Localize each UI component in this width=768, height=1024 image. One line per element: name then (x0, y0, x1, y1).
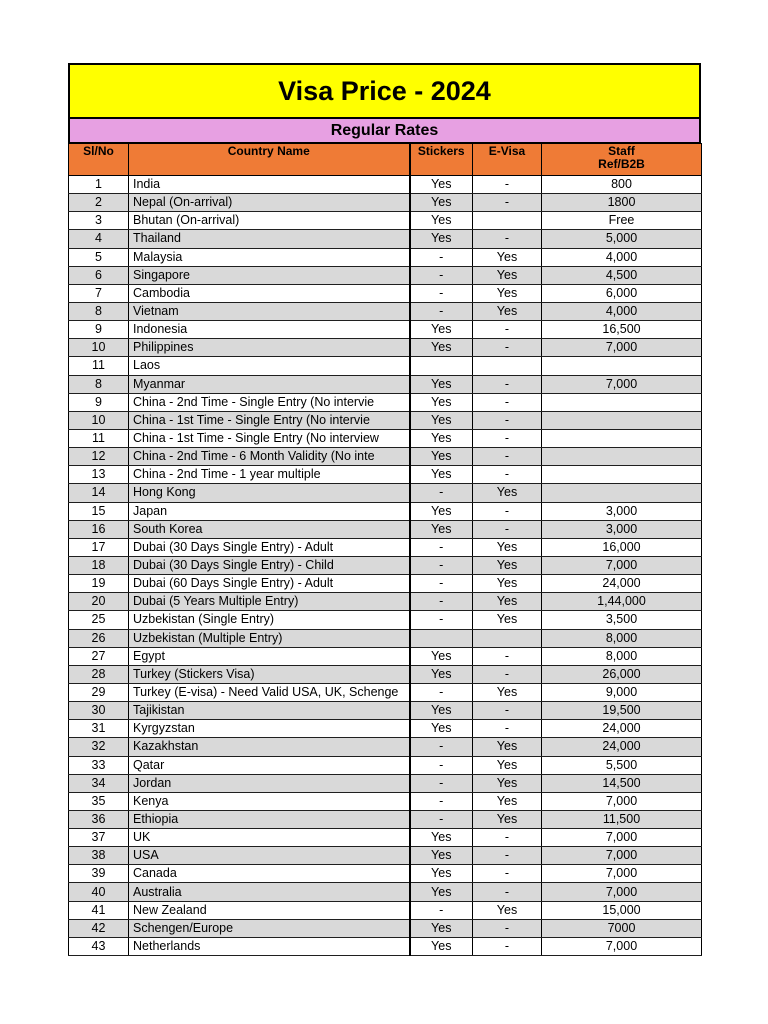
table-row (69, 502, 702, 520)
cell-sl-no: 20 (69, 593, 129, 611)
cell-country-name: Thailand (129, 230, 410, 248)
cell-country-name: Uzbekistan (Single Entry) (129, 611, 410, 629)
cell-country-name: China - 2nd Time - 1 year multiple (129, 466, 410, 484)
cell-sl-no: 9 (69, 321, 129, 339)
table-row (69, 647, 702, 665)
cell-stickers: Yes (410, 194, 473, 212)
cell-staff-price (542, 429, 702, 447)
cell-staff-price: 7,000 (542, 937, 702, 955)
cell-stickers: Yes (410, 520, 473, 538)
cell-country-name: Dubai (60 Days Single Entry) - Adult (129, 575, 410, 593)
cell-stickers: - (410, 611, 473, 629)
visa-price-sheet (68, 63, 701, 956)
sheet-title: Visa Price - 2024 (68, 63, 701, 119)
cell-stickers: - (410, 248, 473, 266)
cell-sl-no: 7 (69, 284, 129, 302)
cell-country-name: Philippines (129, 339, 410, 357)
cell-stickers: Yes (410, 230, 473, 248)
cell-country-name: Qatar (129, 756, 410, 774)
table-row (69, 629, 702, 647)
cell-evisa: - (473, 448, 542, 466)
cell-country-name: Malaysia (129, 248, 410, 266)
cell-staff-price: 9,000 (542, 683, 702, 701)
cell-country-name: Canada (129, 865, 410, 883)
cell-sl-no: 2 (69, 194, 129, 212)
cell-stickers: Yes (410, 647, 473, 665)
cell-staff-price: 14,500 (542, 774, 702, 792)
cell-stickers: - (410, 575, 473, 593)
table-row (69, 593, 702, 611)
cell-staff-price: 4,000 (542, 248, 702, 266)
cell-country-name: China - 1st Time - Single Entry (No intervie (129, 411, 410, 429)
cell-sl-no: 3 (69, 212, 129, 230)
cell-evisa: Yes (473, 810, 542, 828)
cell-evisa: - (473, 466, 542, 484)
cell-staff-price: 16,500 (542, 321, 702, 339)
cell-staff-price: 5,000 (542, 230, 702, 248)
cell-country-name: Australia (129, 883, 410, 901)
cell-evisa: Yes (473, 284, 542, 302)
cell-sl-no: 12 (69, 448, 129, 466)
cell-country-name: China - 2nd Time - Single Entry (No intervie (129, 393, 410, 411)
cell-stickers: Yes (410, 339, 473, 357)
cell-evisa: Yes (473, 248, 542, 266)
cell-sl-no: 5 (69, 248, 129, 266)
cell-evisa: - (473, 502, 542, 520)
sheet-subtitle: Regular Rates (68, 119, 701, 143)
cell-country-name: China - 2nd Time - 6 Month Validity (No inte (129, 448, 410, 466)
cell-staff-price: 19,500 (542, 702, 702, 720)
cell-staff-price: 3,000 (542, 520, 702, 538)
cell-evisa: - (473, 720, 542, 738)
cell-staff-price (542, 393, 702, 411)
cell-evisa: - (473, 321, 542, 339)
table-row (69, 829, 702, 847)
cell-sl-no: 28 (69, 665, 129, 683)
cell-staff-price: 1,44,000 (542, 593, 702, 611)
cell-stickers (410, 357, 473, 375)
cell-stickers: - (410, 901, 473, 919)
header-staff-ref (542, 144, 702, 176)
cell-country-name: Uzbekistan (Multiple Entry) (129, 629, 410, 647)
cell-sl-no: 34 (69, 774, 129, 792)
cell-stickers: Yes (410, 411, 473, 429)
cell-staff-price: 5,500 (542, 756, 702, 774)
cell-country-name: New Zealand (129, 901, 410, 919)
table-row (69, 883, 702, 901)
cell-staff-price: 24,000 (542, 738, 702, 756)
cell-country-name: Kenya (129, 792, 410, 810)
cell-sl-no: 14 (69, 484, 129, 502)
table-row (69, 520, 702, 538)
table-row (69, 357, 702, 375)
cell-evisa: - (473, 647, 542, 665)
cell-staff-price: 800 (542, 176, 702, 194)
cell-sl-no: 41 (69, 901, 129, 919)
cell-stickers: Yes (410, 665, 473, 683)
table-body (69, 176, 702, 956)
cell-sl-no: 29 (69, 683, 129, 701)
cell-stickers: Yes (410, 702, 473, 720)
cell-staff-price: 4,500 (542, 266, 702, 284)
cell-evisa: - (473, 883, 542, 901)
table-row (69, 575, 702, 593)
cell-evisa: Yes (473, 683, 542, 701)
table-row (69, 484, 702, 502)
cell-country-name: Vietnam (129, 302, 410, 320)
cell-staff-price: 15,000 (542, 901, 702, 919)
table-row (69, 230, 702, 248)
cell-country-name: Tajikistan (129, 702, 410, 720)
table-row (69, 702, 702, 720)
cell-stickers: Yes (410, 393, 473, 411)
cell-sl-no: 40 (69, 883, 129, 901)
cell-stickers: - (410, 683, 473, 701)
table-row (69, 937, 702, 955)
cell-country-name: India (129, 176, 410, 194)
cell-sl-no: 17 (69, 538, 129, 556)
cell-country-name: Kyrgyzstan (129, 720, 410, 738)
cell-evisa: - (473, 702, 542, 720)
cell-evisa (473, 212, 542, 230)
cell-evisa: - (473, 919, 542, 937)
cell-stickers: Yes (410, 448, 473, 466)
table-row (69, 901, 702, 919)
table-row (69, 847, 702, 865)
cell-staff-price: 24,000 (542, 575, 702, 593)
table-row (69, 375, 702, 393)
cell-stickers: - (410, 792, 473, 810)
cell-staff-price: 8,000 (542, 629, 702, 647)
cell-stickers: - (410, 593, 473, 611)
cell-staff-price: Free (542, 212, 702, 230)
table-row (69, 756, 702, 774)
cell-sl-no: 9 (69, 393, 129, 411)
cell-stickers: - (410, 756, 473, 774)
cell-stickers: - (410, 302, 473, 320)
cell-staff-price: 7000 (542, 919, 702, 937)
table-row (69, 738, 702, 756)
table-row (69, 393, 702, 411)
cell-country-name: Cambodia (129, 284, 410, 302)
cell-evisa: - (473, 230, 542, 248)
cell-stickers: Yes (410, 321, 473, 339)
cell-sl-no: 42 (69, 919, 129, 937)
header-country-name: Country Name (129, 144, 410, 176)
cell-sl-no: 38 (69, 847, 129, 865)
cell-evisa (473, 357, 542, 375)
table-row (69, 176, 702, 194)
cell-stickers: Yes (410, 829, 473, 847)
cell-stickers: - (410, 556, 473, 574)
cell-sl-no: 37 (69, 829, 129, 847)
table-row (69, 810, 702, 828)
table-row (69, 448, 702, 466)
cell-evisa: Yes (473, 611, 542, 629)
cell-stickers (410, 629, 473, 647)
cell-staff-price: 3,000 (542, 502, 702, 520)
cell-stickers: Yes (410, 847, 473, 865)
cell-evisa: - (473, 339, 542, 357)
table-row (69, 248, 702, 266)
cell-sl-no: 39 (69, 865, 129, 883)
cell-sl-no: 4 (69, 230, 129, 248)
cell-evisa: Yes (473, 538, 542, 556)
table-header-row (69, 144, 702, 176)
table-row (69, 466, 702, 484)
cell-staff-price (542, 484, 702, 502)
cell-sl-no: 25 (69, 611, 129, 629)
cell-sl-no: 10 (69, 339, 129, 357)
cell-staff-price: 24,000 (542, 720, 702, 738)
cell-country-name: Ethiopia (129, 810, 410, 828)
cell-evisa: Yes (473, 593, 542, 611)
cell-country-name: Netherlands (129, 937, 410, 955)
cell-evisa: - (473, 176, 542, 194)
cell-stickers: - (410, 738, 473, 756)
cell-sl-no: 6 (69, 266, 129, 284)
cell-evisa (473, 629, 542, 647)
cell-sl-no: 43 (69, 937, 129, 955)
cell-evisa: Yes (473, 774, 542, 792)
cell-staff-price: 7,000 (542, 865, 702, 883)
cell-sl-no: 19 (69, 575, 129, 593)
cell-staff-price: 4,000 (542, 302, 702, 320)
cell-evisa: Yes (473, 575, 542, 593)
cell-evisa: - (473, 937, 542, 955)
table-row (69, 665, 702, 683)
cell-staff-price (542, 357, 702, 375)
cell-staff-price: 16,000 (542, 538, 702, 556)
cell-country-name: Dubai (30 Days Single Entry) - Child (129, 556, 410, 574)
cell-country-name: Egypt (129, 647, 410, 665)
table-row (69, 556, 702, 574)
table-row (69, 339, 702, 357)
cell-sl-no: 32 (69, 738, 129, 756)
cell-staff-price: 26,000 (542, 665, 702, 683)
cell-country-name: Turkey (E-visa) - Need Valid USA, UK, Schenge (129, 683, 410, 701)
cell-stickers: Yes (410, 865, 473, 883)
cell-stickers: Yes (410, 212, 473, 230)
cell-stickers: Yes (410, 919, 473, 937)
cell-evisa: - (473, 375, 542, 393)
cell-stickers: Yes (410, 502, 473, 520)
cell-staff-price: 6,000 (542, 284, 702, 302)
cell-stickers: - (410, 284, 473, 302)
header-stickers: Stickers (410, 144, 473, 176)
cell-country-name: Laos (129, 357, 410, 375)
cell-sl-no: 33 (69, 756, 129, 774)
cell-country-name: Dubai (30 Days Single Entry) - Adult (129, 538, 410, 556)
cell-evisa: Yes (473, 738, 542, 756)
cell-evisa: Yes (473, 756, 542, 774)
cell-evisa: - (473, 393, 542, 411)
cell-staff-price: 7,000 (542, 883, 702, 901)
cell-stickers: Yes (410, 176, 473, 194)
cell-evisa: - (473, 411, 542, 429)
cell-staff-price: 7,000 (542, 847, 702, 865)
cell-stickers: Yes (410, 375, 473, 393)
cell-stickers: - (410, 266, 473, 284)
cell-staff-price: 8,000 (542, 647, 702, 665)
cell-sl-no: 26 (69, 629, 129, 647)
cell-evisa: - (473, 865, 542, 883)
table-row (69, 683, 702, 701)
cell-evisa: - (473, 429, 542, 447)
cell-country-name: Nepal (On-arrival) (129, 194, 410, 212)
cell-sl-no: 27 (69, 647, 129, 665)
cell-sl-no: 35 (69, 792, 129, 810)
table-row (69, 302, 702, 320)
cell-country-name: China - 1st Time - Single Entry (No interview (129, 429, 410, 447)
header-slno: Sl/No (69, 144, 129, 176)
cell-sl-no: 8 (69, 375, 129, 393)
cell-country-name: Bhutan (On-arrival) (129, 212, 410, 230)
table-row (69, 194, 702, 212)
cell-staff-price: 11,500 (542, 810, 702, 828)
cell-country-name: South Korea (129, 520, 410, 538)
cell-country-name: Kazakhstan (129, 738, 410, 756)
cell-evisa: - (473, 847, 542, 865)
cell-stickers: Yes (410, 429, 473, 447)
cell-sl-no: 36 (69, 810, 129, 828)
cell-stickers: - (410, 538, 473, 556)
cell-staff-price: 7,000 (542, 792, 702, 810)
cell-country-name: Japan (129, 502, 410, 520)
cell-stickers: - (410, 484, 473, 502)
table-row (69, 865, 702, 883)
cell-sl-no: 15 (69, 502, 129, 520)
cell-staff-price: 3,500 (542, 611, 702, 629)
cell-stickers: Yes (410, 883, 473, 901)
cell-evisa: - (473, 520, 542, 538)
cell-evisa: - (473, 665, 542, 683)
header-evisa: E-Visa (473, 144, 542, 176)
cell-sl-no: 8 (69, 302, 129, 320)
cell-country-name: Singapore (129, 266, 410, 284)
visa-price-table (68, 143, 702, 956)
table-row (69, 429, 702, 447)
cell-staff-price: 7,000 (542, 339, 702, 357)
cell-evisa: Yes (473, 302, 542, 320)
cell-staff-price (542, 466, 702, 484)
cell-staff-price: 7,000 (542, 375, 702, 393)
table-row (69, 411, 702, 429)
cell-stickers: Yes (410, 466, 473, 484)
cell-country-name: Hong Kong (129, 484, 410, 502)
table-row (69, 538, 702, 556)
cell-evisa: Yes (473, 484, 542, 502)
cell-country-name: Myanmar (129, 375, 410, 393)
table-row (69, 284, 702, 302)
cell-stickers: - (410, 810, 473, 828)
cell-evisa: Yes (473, 792, 542, 810)
cell-evisa: Yes (473, 556, 542, 574)
cell-staff-price (542, 448, 702, 466)
table-row (69, 212, 702, 230)
cell-evisa: Yes (473, 266, 542, 284)
cell-staff-price (542, 411, 702, 429)
cell-country-name: USA (129, 847, 410, 865)
header-staff-line1: Staff (608, 144, 635, 158)
cell-stickers: - (410, 774, 473, 792)
cell-sl-no: 13 (69, 466, 129, 484)
table-row (69, 266, 702, 284)
cell-sl-no: 1 (69, 176, 129, 194)
table-row (69, 774, 702, 792)
cell-country-name: Turkey (Stickers Visa) (129, 665, 410, 683)
table-row (69, 611, 702, 629)
cell-stickers: Yes (410, 720, 473, 738)
cell-sl-no: 10 (69, 411, 129, 429)
cell-staff-price: 7,000 (542, 829, 702, 847)
cell-sl-no: 18 (69, 556, 129, 574)
cell-sl-no: 11 (69, 429, 129, 447)
table-row (69, 919, 702, 937)
header-staff-line2: Ref/B2B (598, 157, 645, 171)
cell-evisa: Yes (473, 901, 542, 919)
cell-country-name: UK (129, 829, 410, 847)
cell-evisa: - (473, 194, 542, 212)
cell-country-name: Jordan (129, 774, 410, 792)
cell-staff-price: 7,000 (542, 556, 702, 574)
cell-sl-no: 16 (69, 520, 129, 538)
cell-sl-no: 30 (69, 702, 129, 720)
cell-staff-price: 1800 (542, 194, 702, 212)
cell-stickers: Yes (410, 937, 473, 955)
table-row (69, 792, 702, 810)
cell-evisa: - (473, 829, 542, 847)
cell-sl-no: 31 (69, 720, 129, 738)
cell-country-name: Dubai (5 Years Multiple Entry) (129, 593, 410, 611)
table-row (69, 720, 702, 738)
table-row (69, 321, 702, 339)
cell-country-name: Schengen/Europe (129, 919, 410, 937)
cell-sl-no: 11 (69, 357, 129, 375)
cell-country-name: Indonesia (129, 321, 410, 339)
